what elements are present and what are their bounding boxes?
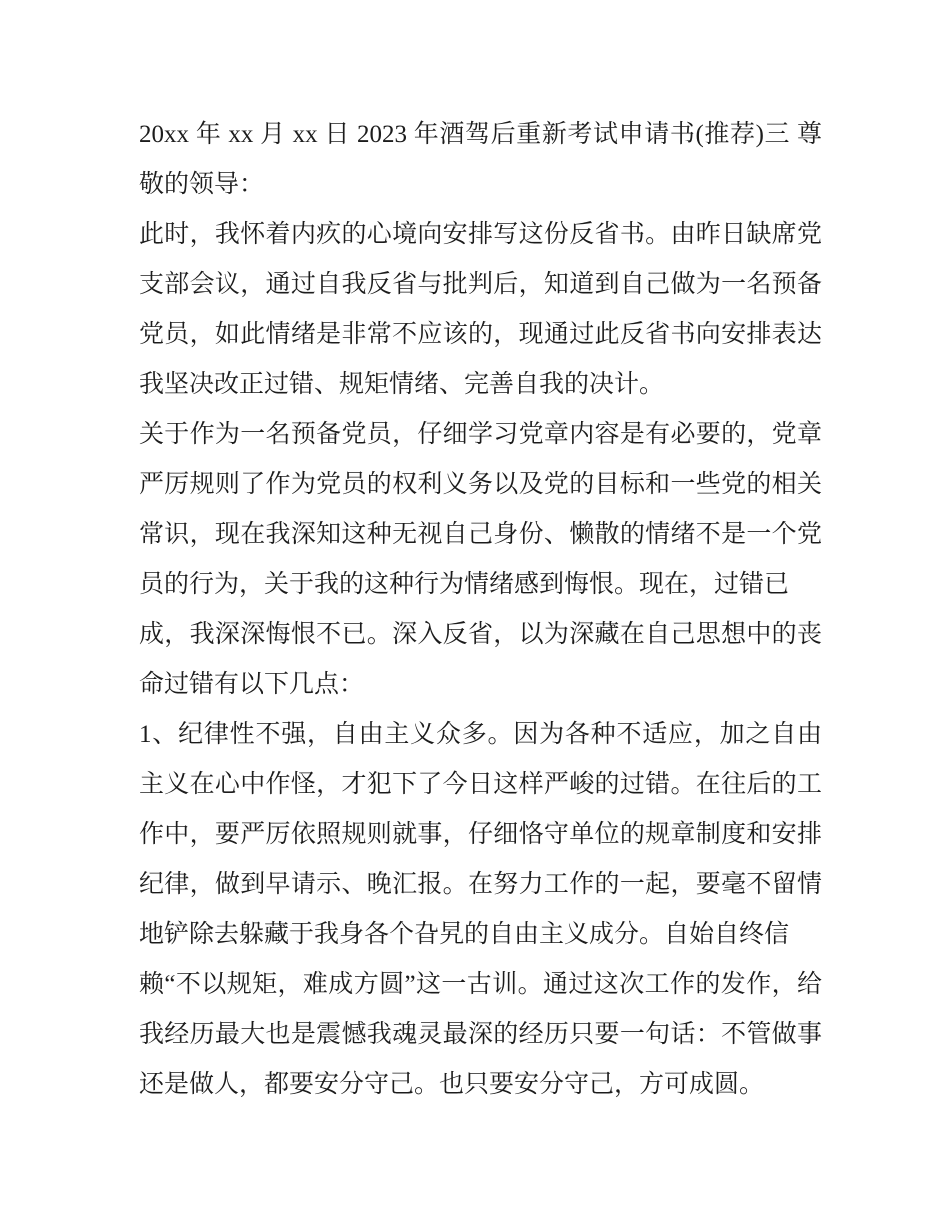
- document-line: 1、纪律性不强，自由主义众多。因为各种不适应，加之自由: [139, 721, 822, 748]
- document-line: 员的行为，关于我的这种行为情绪感到悔恨。现在，过错已: [139, 571, 790, 598]
- document-line: 党员，如此情绪是非常不应该的，现通过此反省书向安排表达: [139, 321, 822, 348]
- document-line: 成，我深深悔恨不已。深入反省，以为深藏在自己思想中的丧: [139, 621, 822, 648]
- document-line: 地铲除去躲藏于我身各个旮旯的自由主义成分。自始自终信: [139, 921, 790, 948]
- document-line: 我坚决改正过错、规矩情绪、完善自我的决计。: [139, 371, 665, 398]
- document-line: 20xx 年 xx 月 xx 日 2023 年酒驾后重新考试申请书(推荐)三 尊: [139, 121, 822, 148]
- document-line: 作中，要严厉依照规则就事，仔细恪守单位的规章制度和安排: [139, 821, 822, 848]
- document-line: 支部会议，通过自我反省与批判后，知道到自己做为一名预备: [139, 271, 822, 298]
- document-text: [139, 110, 822, 1110]
- document-line: 关于作为一名预备党员，仔细学习党章内容是有必要的，党章: [139, 421, 822, 448]
- document-line: 我经历最大也是震憾我魂灵最深的经历只要一句话：不管做事: [139, 1021, 822, 1048]
- document-line: 主义在心中作怪，才犯下了今日这样严峻的过错。在往后的工: [139, 771, 822, 798]
- document-line: 还是做人，都要安分守己。也只要安分守己，方可成圆。: [139, 1071, 765, 1098]
- document-line: 纪律，做到早请示、晚汇报。在努力工作的一起，要毫不留情: [139, 871, 822, 898]
- document-line: 严厉规则了作为党员的权利义务以及党的目标和一些党的相关: [139, 471, 822, 498]
- document-line: 赖“不以规矩，难成方圆”这一古训。通过这次工作的发作，给: [139, 971, 822, 998]
- document-line: 敬的领导：: [139, 171, 265, 198]
- document-line: 命过错有以下几点：: [139, 671, 365, 698]
- document-line: 此时，我怀着内疚的心境向安排写这份反省书。由昨日缺席党: [139, 221, 822, 248]
- document-line: 常识，现在我深知这种无视自己身份、懒散的情绪不是一个党: [139, 521, 822, 548]
